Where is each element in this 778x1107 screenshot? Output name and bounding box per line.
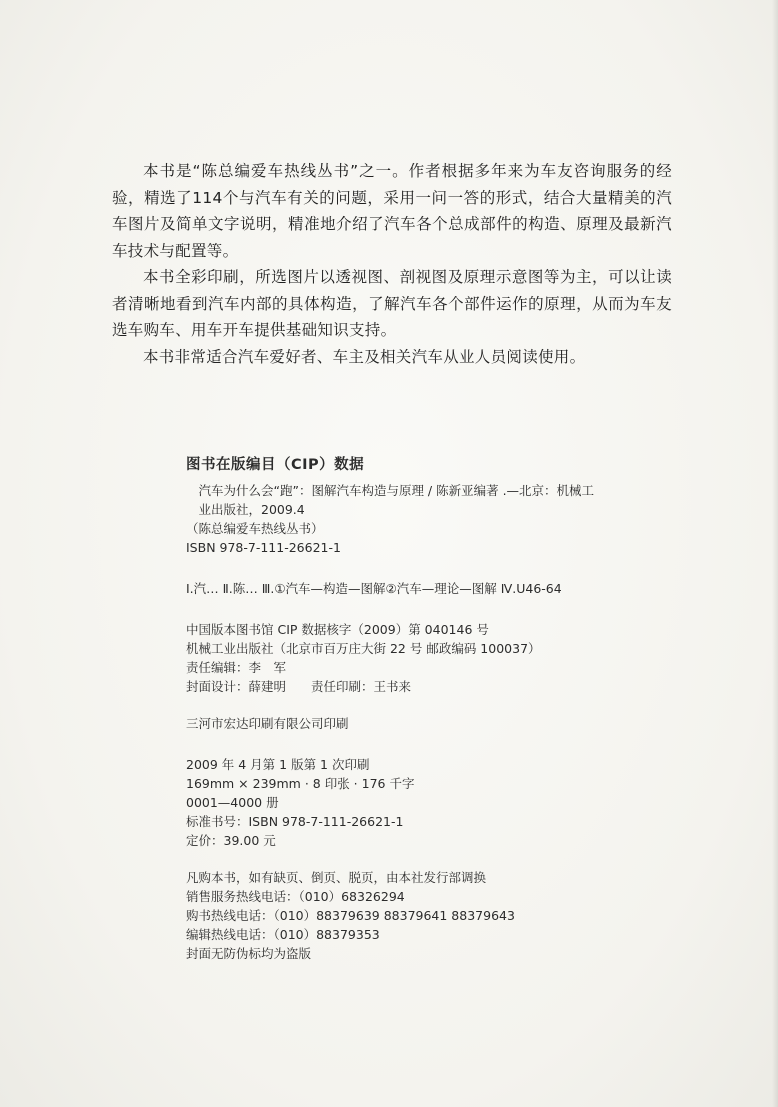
cip-data-block: [186, 456, 656, 963]
cip-title-line-1: 汽车为什么会“跑”：图解汽车构造与原理 / 陈新亚编著 .—北京：机械工: [198, 483, 595, 498]
cip-series: （陈总编爱车热线丛书）: [186, 521, 324, 536]
responsible-editor: 责任编辑：李 军: [186, 660, 287, 675]
cover-design-and-printing: 封面设计：薛建明 责任印刷：王书来: [186, 679, 412, 694]
intro-paragraph-3: 本书非常适合汽车爱好者、车主及相关汽车从业人员阅读使用。: [143, 347, 586, 366]
page-edge-shadow: [772, 0, 778, 1107]
purchase-hotline: 购书热线电话：（010）88379639 88379641 88379643: [186, 908, 515, 923]
cip-number: 中国版本图书馆 CIP 数据核字（2009）第 040146 号: [186, 622, 489, 637]
editorial-hotline: 编辑热线电话：（010）88379353: [186, 927, 380, 942]
cip-heading: 图书在版编目（CIP）数据: [186, 457, 365, 473]
standard-book-number: 标准书号：ISBN 978-7-111-26621-1: [186, 814, 404, 829]
sales-hotline: 销售服务热线电话：（010）68326294: [186, 889, 405, 904]
cip-title-line-2: 业出版社，2009.4: [198, 502, 305, 517]
defect-notice: 凡购本书，如有缺页、倒页、脱页，由本社发行部调换: [186, 870, 487, 885]
book-introduction: [112, 158, 672, 370]
publisher-info: 机械工业出版社（北京市百万庄大街 22 号 邮政编码 100037）: [186, 641, 541, 656]
intro-paragraph-1: 本书是“陈总编爱车热线丛书”之一。作者根据多年来为车友咨询服务的经验，精选了114个与汽车有关的问题，采用一问一答的形式，结合大量精美的汽车图片及简单文字说明，精准地介绍了汽车各个总成部件的构造、原理及最新汽车技术与配置等。: [112, 162, 672, 260]
anti-piracy-notice: 封面无防伪标均为盗版: [186, 946, 312, 961]
cip-isbn: ISBN 978-7-111-26621-1: [186, 540, 341, 555]
print-run: 0001—4000 册: [186, 795, 279, 810]
cip-classification: Ⅰ.汽… Ⅱ.陈… Ⅲ.①汽车—构造—图解②汽车—理论—图解 Ⅳ.U46-64: [186, 581, 562, 596]
intro-paragraph-2: 本书全彩印刷，所选图片以透视图、剖视图及原理示意图等为主，可以让读者清晰地看到汽车内部的具体构造，了解汽车各个部件运作的原理，从而为车友选车购车、用车开车提供基础知识支持。: [112, 268, 672, 339]
format-info: 169mm × 239mm · 8 印张 · 176 千字: [186, 776, 415, 791]
price: 定价：39.00 元: [186, 833, 276, 848]
edition-info: 2009 年 4 月第 1 版第 1 次印刷: [186, 757, 370, 772]
printer-info: 三河市宏达印刷有限公司印刷: [186, 716, 349, 731]
